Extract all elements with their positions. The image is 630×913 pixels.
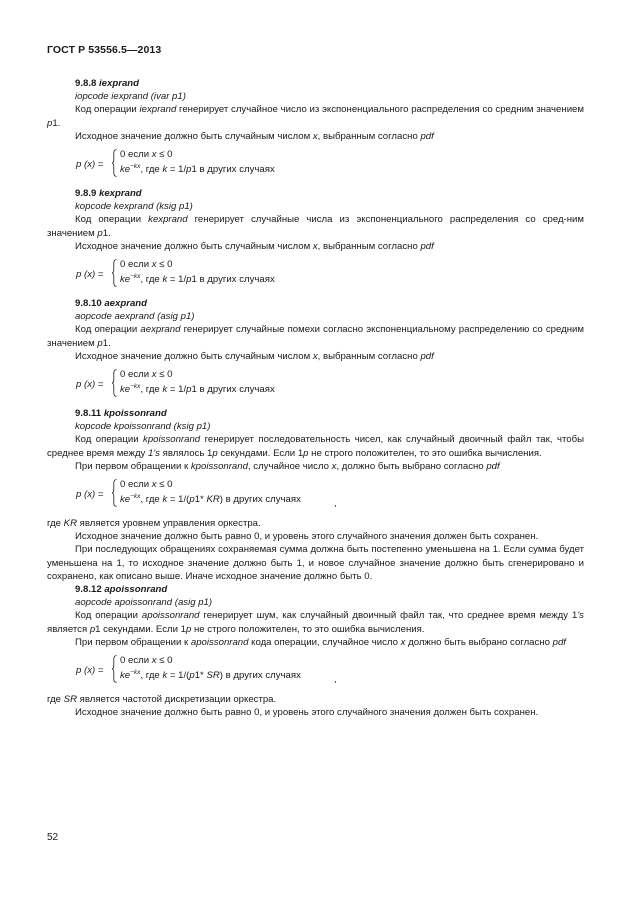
formula-pdf: p (x) = 0 если x ≤ 0 $ke^{-kx}$, где k = 1/p1 в других случаях <box>76 149 275 176</box>
paragraph: Код операции kexprand генерирует случайные числа из экспоненциального распределения со сред-ним значением p1. <box>47 214 584 239</box>
paragraph: Код операции apoissonrand генерирует шум, как случайный двоичный файл так, что среднее время между 1's является p1 секундами. Если 1p не строго положителен, то это ошибка вычисления. <box>47 610 584 635</box>
brace-icon <box>112 479 117 507</box>
formula-pdf: p (x) = 0 если x ≤ 0 $ke^{-kx}$, где k = 1/p1 в других случаях <box>76 369 275 396</box>
syntax-aexprand: aopcode aexprand (asig p1) <box>75 311 195 323</box>
paragraph: Исходное значение должно быть равно 0, и уровень этого случайного значения должен быть сохранен. <box>75 707 539 719</box>
syntax-iexprand: iopcode iexprand (ivar p1) <box>75 91 186 103</box>
syntax-kexprand: kopcode kexprand (ksig p1) <box>75 201 193 213</box>
formula-pdf-kr: p (x) = 0 если x ≤ 0 $ke^{-kx}$, где k = 1/(p1* KR) в других случаях , <box>76 479 337 510</box>
paragraph: Исходное значение должно быть случайным числом x, выбранным согласно pdf <box>75 130 434 142</box>
brace-icon <box>112 149 117 177</box>
document-body <box>47 77 584 720</box>
syntax-apoissonrand: aopcode apoissonrand (asig p1) <box>75 597 213 609</box>
section-title-iexprand: 9.8.8 iexprand <box>75 78 140 89</box>
paragraph: Исходное значение должно быть случайным числом x, выбранным согласно pdf <box>75 240 434 252</box>
formula-pdf: p (x) = 0 если x ≤ 0 $ke^{-kx}$, где k = 1/p1 в других случаях <box>76 259 275 286</box>
paragraph: При первом обращении к apoissonrand кода операции, случайное число x должно быть выбрано согласно pdf <box>75 636 566 648</box>
page-header: ГОСТ Р 53556.5—2013 <box>47 44 162 56</box>
paragraph: Код операции aexprand генерирует случайные помехи согласно экспоненциальному распределению со средним значением p1. <box>47 324 584 349</box>
section-title-apoissonrand: 9.8.12 apoissonrand <box>75 584 168 596</box>
paragraph: При первом обращении к kpoissonrand, случайное число x, должно быть выбрано согласно pdf <box>75 460 500 472</box>
paragraph: Исходное значение должно быть равно 0, и уровень этого случайного значения должен быть сохранен. <box>75 531 539 543</box>
page-number: 52 <box>47 832 59 843</box>
syntax-kpoissonrand: kopcode kpoissonrand (ksig p1) <box>75 421 211 433</box>
brace-icon <box>112 655 117 683</box>
brace-icon <box>112 259 117 287</box>
section-title-aexprand: 9.8.10 aexprand <box>75 298 148 310</box>
brace-icon <box>112 369 117 397</box>
section-title-kexprand: 9.8.9 kexprand <box>75 188 142 200</box>
section-title-kpoissonrand: 9.8.11 kpoissonrand <box>75 408 167 420</box>
paragraph: Код операции iexprand генерирует случайное число из экспоненциального распределения со средним значением p1. <box>47 104 584 129</box>
formula-pdf-sr: p (x) = 0 если x ≤ 0 $ke^{-kx}$, где k = 1/(p1* SR) в других случаях , <box>76 655 337 686</box>
paragraph: При последующих обращениях сохраняемая сумма должна быть постепенно уменьшена на 1. Если сумма будет уменьшена на 1, то исходное значение должно быть 1, и новое случайное значение должно быть сгенерировано и сохранено, как описано выше. Иначе исходное значение должно быть 0. <box>47 544 584 582</box>
paragraph: где KR является уровнем управления оркестра. <box>47 518 261 530</box>
paragraph: где SR является частотой дискретизации оркестра. <box>47 694 277 706</box>
paragraph: Исходное значение должно быть случайным числом x, выбранным согласно pdf <box>75 350 434 362</box>
paragraph: Код операции kpoissonrand генерирует последовательность чисел, как случайный двоичный файл так, чтобы среднее время между 1's являлось 1p секундами. Если 1p не строго положителен, то это ошибка вычисления. <box>47 434 584 459</box>
